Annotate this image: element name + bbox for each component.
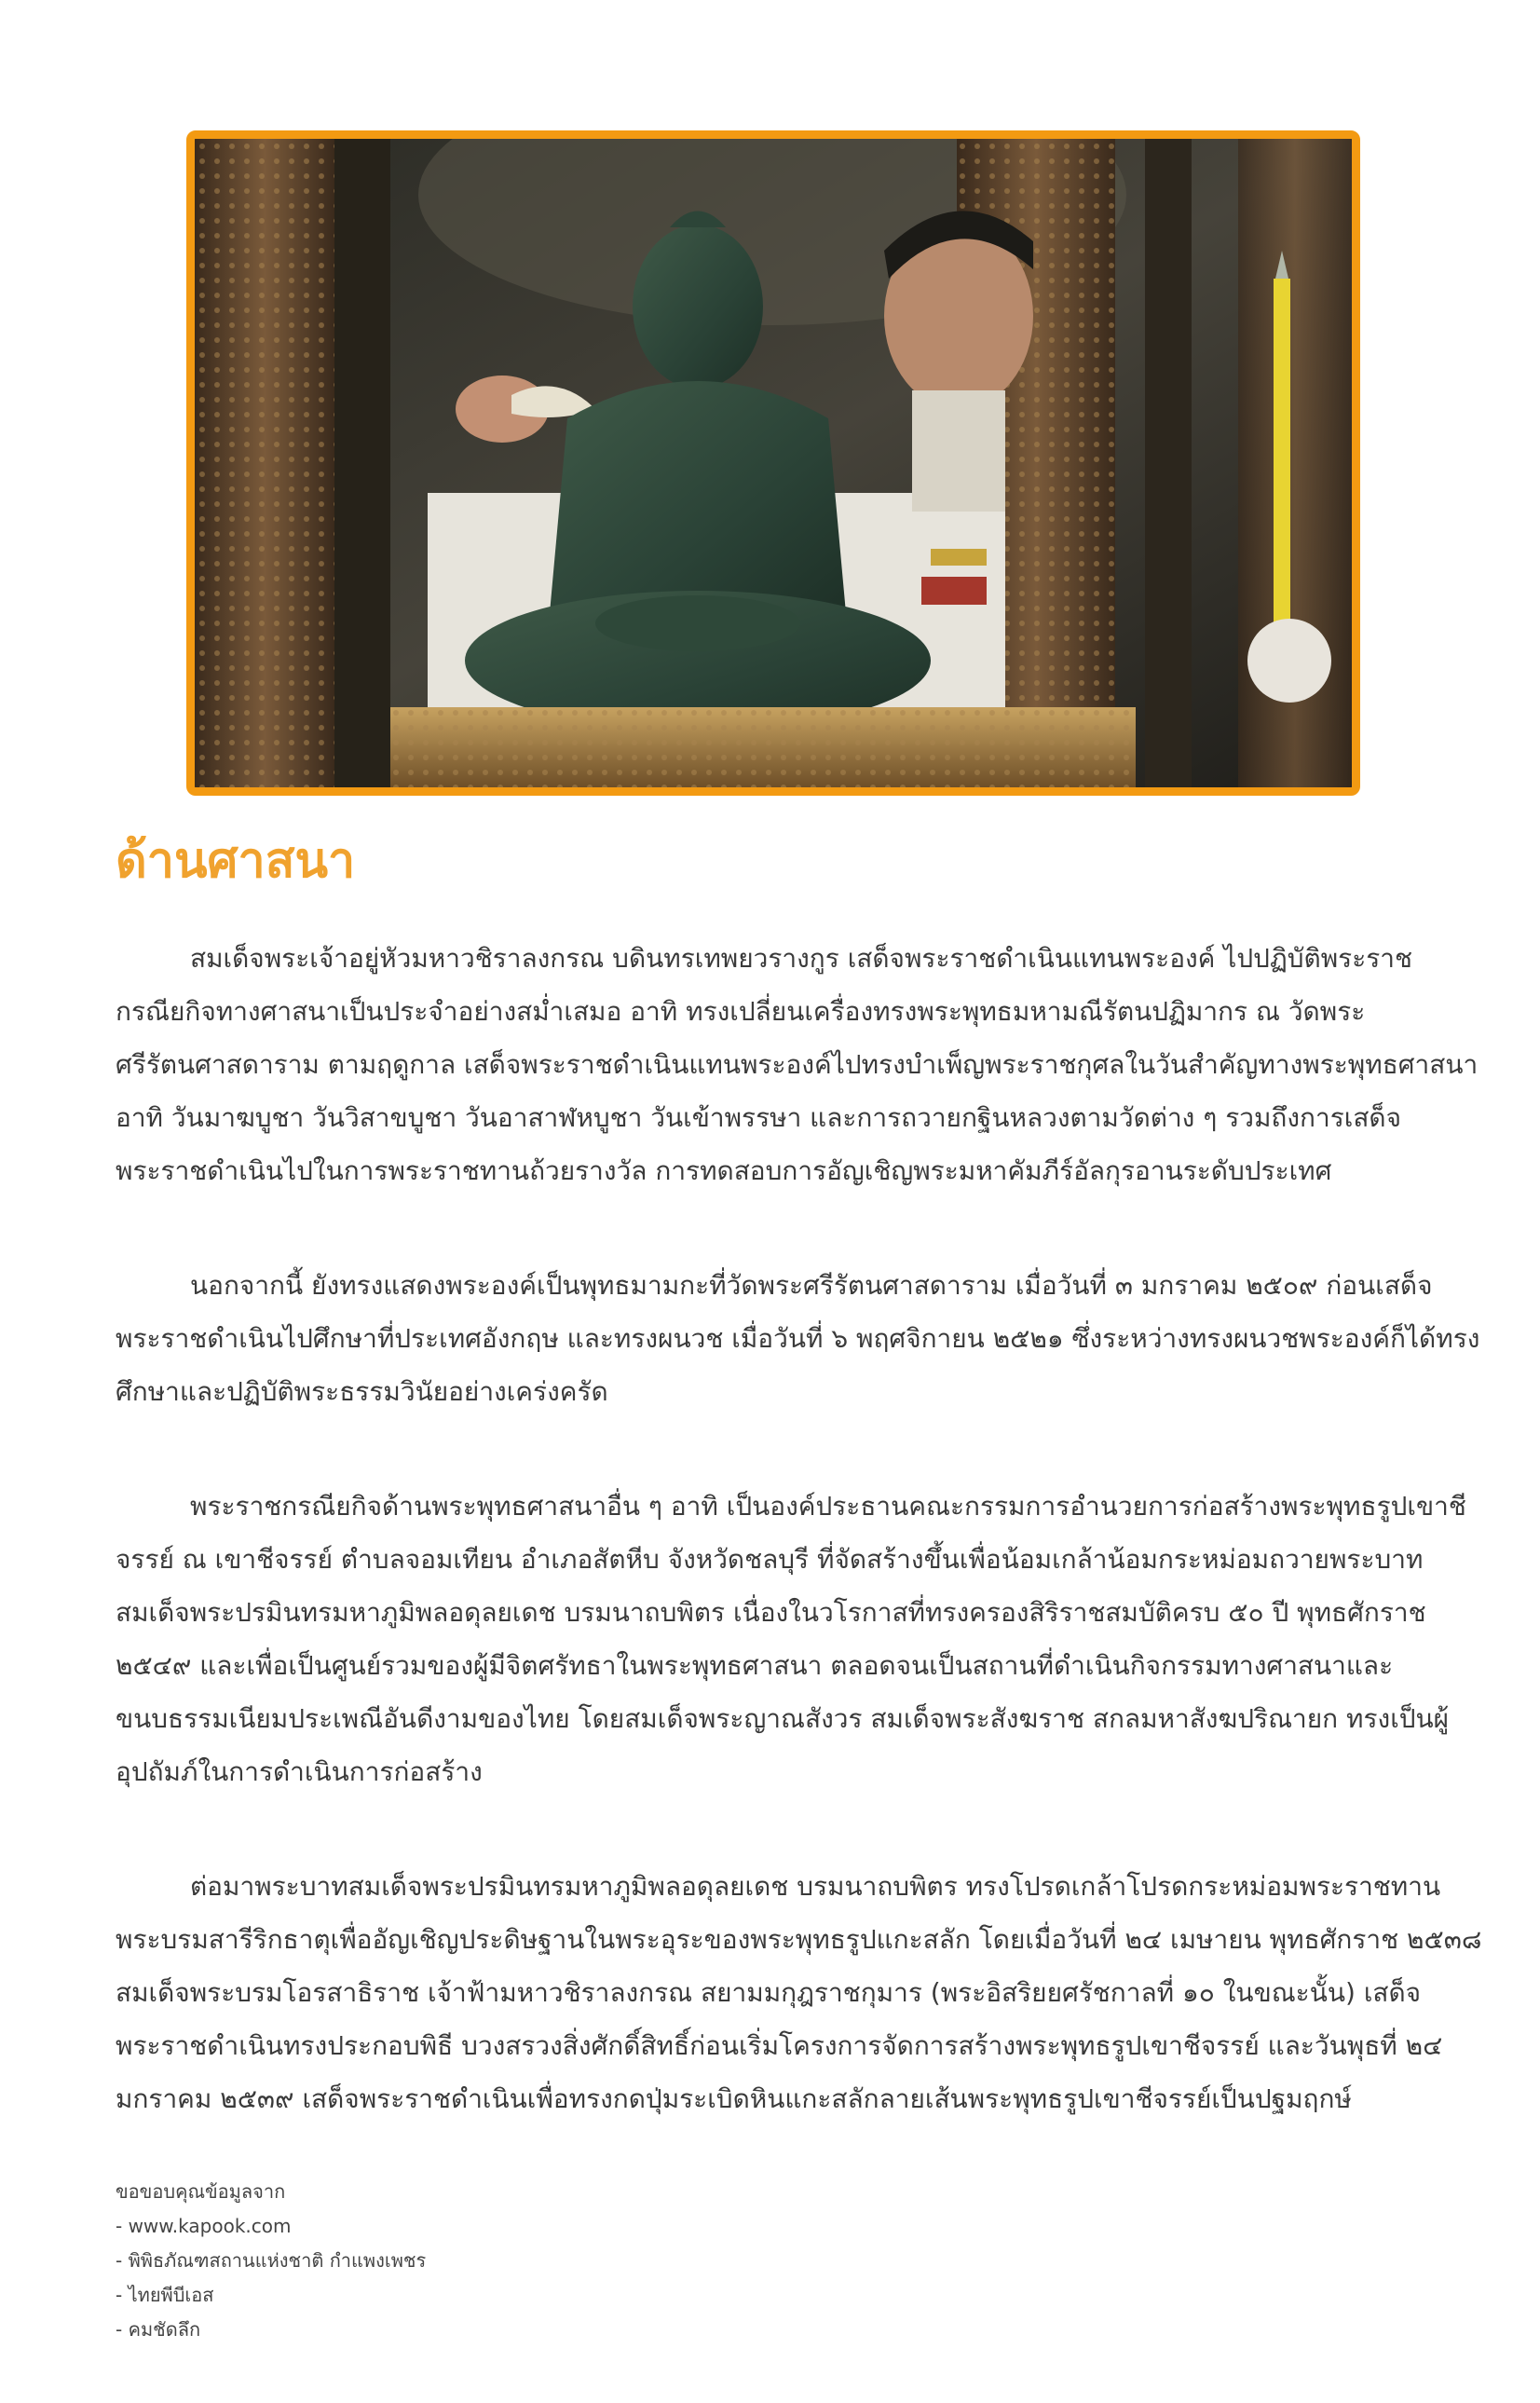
source-item: - คมชัดลึก	[116, 2318, 201, 2341]
section-heading: ด้านศาสนา	[116, 833, 356, 889]
article-body	[116, 932, 1485, 2187]
source-item: - พิพิธภัณฑสถานแห่งชาติ กำแพงเพชร	[116, 2249, 427, 2272]
source-item: - www.kapook.com	[116, 2215, 292, 2237]
sources-title: ขอขอบคุณข้อมูลจาก	[116, 2180, 286, 2203]
hero-photo-illustration	[195, 139, 1352, 787]
paragraph: สมเด็จพระเจ้าอยู่หัวมหาวชิราลงกรณ บดินทรเทพยวรางกูร เสด็จพระราชดำเนินแทนพระองค์ ไปปฏิบัติพระราชกรณียกิจทางศาสนาเป็นประจำอย่างสม่ำเสมอ อาทิ ทรงเปลี่ยนเครื่องทรงพระพุทธมหามณีรัตนปฏิมากร ณ วัดพระศรีรัตนศาสดาราม ตามฤดูกาล เสด็จพระราชดำเนินแทนพระองค์ไปทรงบำเพ็ญพระราชกุศลในวันสำคัญทางพระพุทธศาสนา อาทิ วันมาฆบูชา วันวิสาขบูชา วันอาสาฬหบูชา วันเข้าพรรษา และการถวายกฐินหลวงตามวัดต่าง ๆ รวมถึงการเสด็จพระราชดำเนินไปในการพระราชทานถ้วยรางวัล การทดสอบการอัญเชิญพระมหาคัมภีร์อัลกุรอานระดับประเทศ	[116, 943, 1479, 1186]
paragraph: นอกจากนี้ ยังทรงแสดงพระองค์เป็นพุทธมามกะที่วัดพระศรีรัตนศาสดาราม เมื่อวันที่ ๓ มกราคม ๒๕๐๙ ก่อนเสด็จพระราชดำเนินไปศึกษาที่ประเทศอังกฤษ และทรงผนวช เมื่อวันที่ ๖ พฤศจิกายน ๒๕๒๑ ซึ่งระหว่างทรงผนวชพระองค์ก็ได้ทรงศึกษาและปฏิบัติพระธรรมวินัยอย่างเคร่งครัด	[116, 1270, 1480, 1407]
source-item: - ไทยพีบีเอส	[116, 2284, 214, 2306]
sources-list	[116, 2175, 426, 2347]
paragraph: ต่อมาพระบาทสมเด็จพระปรมินทรมหาภูมิพลอดุลยเดช บรมนาถบพิตร ทรงโปรดเกล้าโปรดกระหม่อมพระราชทานพระบรมสารีริกธาตุเพื่ออัญเชิญประดิษฐานในพระอุระของพระพุทธรูปแกะสลัก โดยเมื่อวันที่ ๒๔ เมษายน พุทธศักราช ๒๕๓๘ สมเด็จพระบรมโอรสาธิราช เจ้าฟ้ามหาวชิราลงกรณ สยามมกุฎราชกุมาร (พระอิสริยยศรัชกาลที่ ๑๐ ในขณะนั้น) เสด็จพระราชดำเนินทรงประกอบพิธี บวงสรวงสิ่งศักดิ์สิทธิ์ก่อนเริ่มโครงการจัดการสร้างพระพุทธรูปเขาชีจรรย์ และวันพุธที่ ๒๔ มกราคม ๒๕๓๙ เสด็จพระราชดำเนินเพื่อทรงกดปุ่มระเบิดหินแกะสลักลายเส้นพระพุทธรูปเขาชีจรรย์เป็นปฐมฤกษ์	[116, 1871, 1482, 2114]
hero-photo	[186, 130, 1360, 796]
paragraph: พระราชกรณียกิจด้านพระพุทธศาสนาอื่น ๆ อาทิ เป็นองค์ประธานคณะกรรมการอำนวยการก่อสร้างพระพุทธรูปเขาชีจรรย์ ณ เขาชีจรรย์ ตำบลจอมเทียน อำเภอสัตหีบ จังหวัดชลบุรี ที่จัดสร้างขึ้นเพื่อน้อมเกล้าน้อมกระหม่อมถวายพระบาทสมเด็จพระปรมินทรมหาภูมิพลอดุลยเดช บรมนาถบพิตร เนื่องในวโรกาสที่ทรงครองสิริราชสมบัติครบ ๕๐ ปี พุทธศักราช ๒๕๔๙ และเพื่อเป็นศูนย์รวมของผู้มีจิตศรัทธาในพระพุทธศาสนา ตลอดจนเป็นสถานที่ดำเนินกิจกรรมทางศาสนาและขนบธรรมเนียมประเพณีอันดีงามของไทย โดยสมเด็จพระญาณสังวร สมเด็จพระสังฆราช สกลมหาสังฆปริณายก ทรงเป็นผู้อุปถัมภ์ในการดำเนินการก่อสร้าง	[116, 1491, 1466, 1787]
